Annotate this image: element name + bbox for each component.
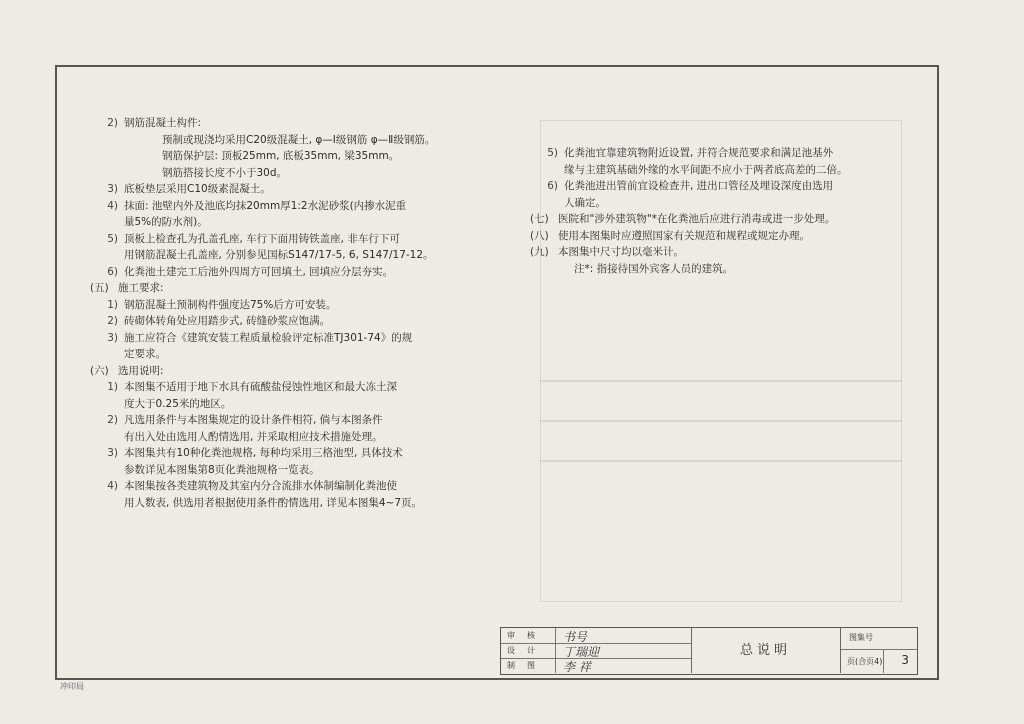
text-line: 2) 凡选用条件与本图集规定的设计条件相符, 倘与本图条件 [107, 414, 383, 426]
page-cell [841, 650, 917, 673]
text-line: 4) 抹面: 池壁内外及池底均抹20mm厚1:2水泥砂浆(内掺水泥重 [107, 199, 407, 212]
left-column [90, 115, 470, 511]
text-line: 用钢筋混凝土孔盖座, 分别参见国标S147/17-5, 6, S147/17-12。 [124, 249, 434, 261]
page-number: 3 [901, 653, 909, 667]
title-block-row [501, 658, 691, 674]
text-line: 定要求。 [124, 348, 166, 360]
role-label: 设计 [507, 646, 547, 655]
text-line: 钢筋保护层: 顶板25mm, 底板35mm, 梁35mm。 [162, 150, 400, 162]
title-block-row [501, 628, 691, 644]
text-line: 3) 底板垫层采用C10级素混凝土。 [107, 183, 271, 195]
text-line: 5) 化粪池宜靠建筑物附近设置, 并符合规范要求和满足池基外 [547, 147, 834, 159]
text-line: 4) 本图集按各类建筑物及其室内分合流排水体制编制化粪池使 [107, 480, 397, 492]
text-line: 人确定。 [564, 196, 606, 209]
drawing-title: 总说明 [691, 628, 841, 673]
text-line: 度大于0.25米的地区。 [124, 397, 232, 410]
section-heading: (七) 医院和"涉外建筑物"*在化粪池后应进行消毒或进一步处理。 [530, 213, 836, 225]
corner-note: 冲印局 [60, 682, 84, 691]
text-line: 2) 钢筋混凝土构件: [107, 117, 202, 129]
text-line: 1) 本图集不适用于地下水具有硫酸盐侵蚀性地区和最大冻土深 [107, 381, 397, 393]
text-line: 2) 砖砌体转角处应用踏步式, 砖缝砂浆应饱满。 [107, 315, 331, 327]
divider [883, 650, 884, 673]
text-line: 1) 钢筋混凝土预制构件强度达75%后方可安装。 [107, 298, 337, 311]
section-heading: (八) 使用本图集时应遵照国家有关规范和规程或规定办理。 [530, 229, 810, 242]
role-label: 审核 [507, 631, 547, 640]
text-line: 6) 化粪池进出管前宜设检查井, 进出口管径及埋设深度由选用 [547, 180, 834, 192]
title-block [500, 627, 918, 675]
text-line: 用人数表, 供选用者根据使用条件酌情选用, 详见本图集4~7页。 [124, 496, 423, 509]
text-line: 预制或现浇均采用C20级混凝土, φ—Ⅰ级钢筋 φ—Ⅱ级钢筋。 [162, 133, 436, 146]
footnote: 注*: 指接待国外宾客人员的建筑。 [574, 262, 734, 275]
right-column [530, 145, 890, 277]
text-line: 有出入处由选用人酌情选用, 并采取相应技术措施处理。 [124, 430, 383, 443]
set-number-label: 图集号 [841, 628, 917, 650]
title-block-row [501, 643, 691, 659]
text-line: 缘与主建筑基础外缘的水平间距不应小于两者底高差的二倍。 [564, 163, 848, 176]
text-line: 6) 化粪池土建完工后池外四周方可回填土, 回填应分层夯实。 [107, 265, 394, 278]
signature: 书号 [563, 630, 588, 644]
signature: 李 祥 [563, 660, 591, 674]
text-line: 5) 顶板上检查孔为孔盖孔座, 车行下面用铸铁盖座, 非车行下可 [107, 232, 400, 245]
text-line: 量5%的防水剂)。 [124, 216, 208, 228]
text-line: 参数详见本图集第8页化粪池规格一览表。 [124, 463, 320, 476]
text-line: 3) 施工应符合《建筑安装工程质量检验评定标准TJ301-74》的规 [107, 331, 413, 344]
role-label: 制图 [507, 661, 547, 670]
signature: 丁瑞迎 [563, 645, 600, 659]
text-line: 3) 本图集共有10种化粪池规格, 每种均采用三格池型, 具体技术 [107, 447, 403, 459]
section-heading: (五) 施工要求: [90, 282, 164, 294]
section-heading: (六) 选用说明: [90, 364, 164, 377]
text-line: 钢筋搭接长度不小于30d。 [162, 166, 288, 179]
page-label: 页(合页4) [847, 657, 883, 666]
divider [555, 628, 556, 673]
section-heading: (九) 本图集中尺寸均以毫米计。 [530, 246, 684, 258]
